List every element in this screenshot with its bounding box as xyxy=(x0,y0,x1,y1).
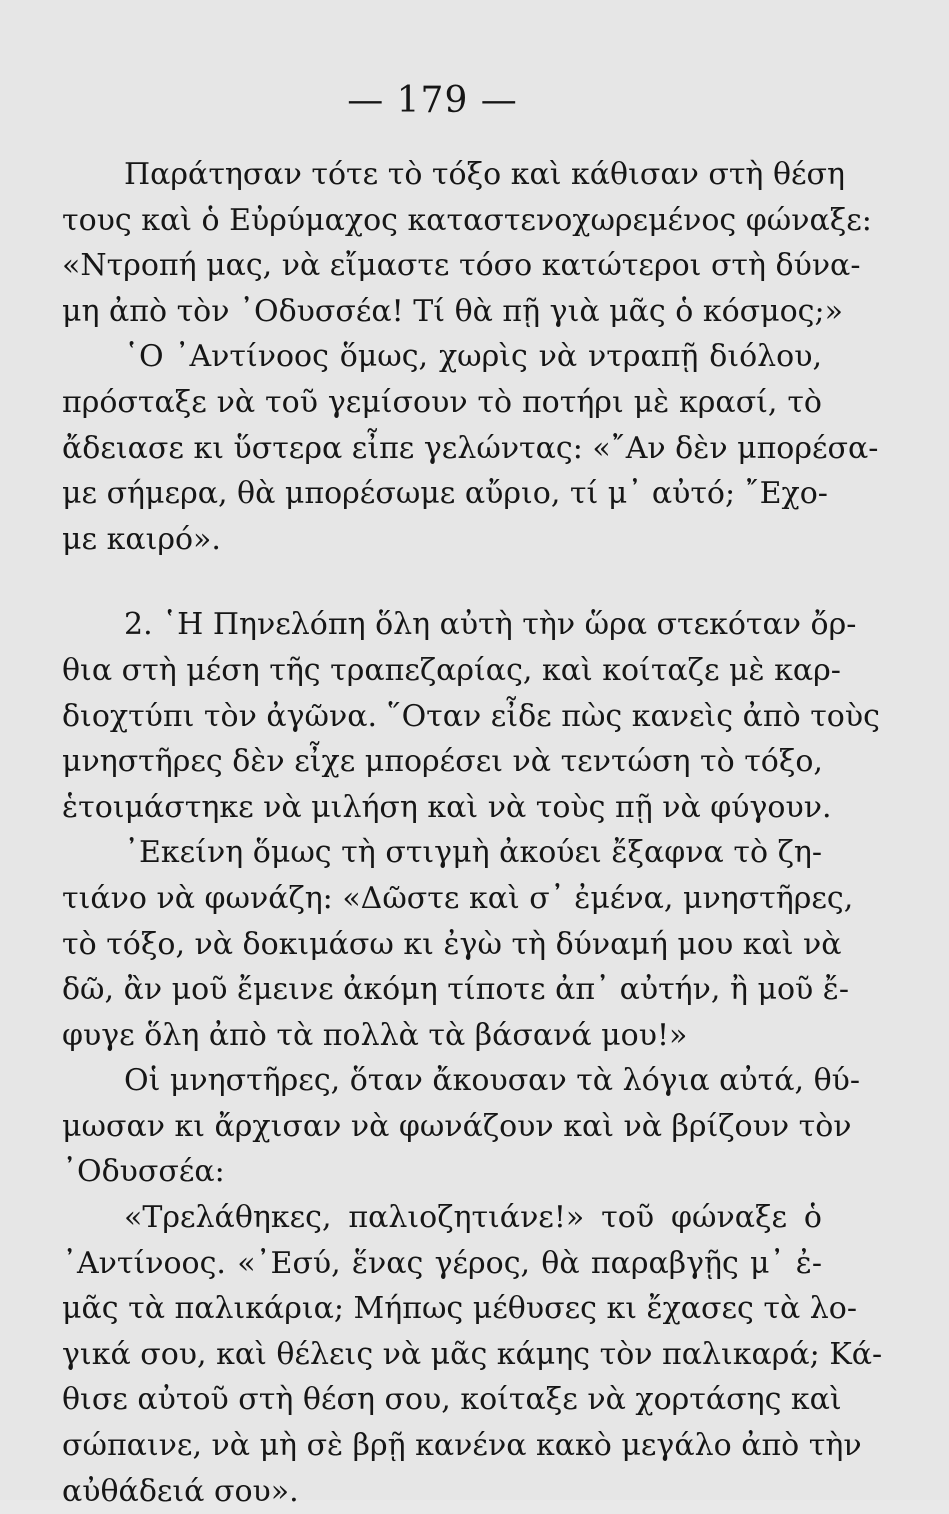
text-line: φυγε ὅλη ἀπὸ τὰ πολλὰ τὰ βάσανά μου!» xyxy=(62,1017,688,1053)
text-line: μωσαν κι ἄρχισαν νὰ φωνάζουν καὶ νὰ βρίζουν τὸν xyxy=(62,1108,852,1144)
text-line: τὸ τόξο, νὰ δοκιμάσω κι ἐγὼ τὴ δύναμή μου καὶ νὰ xyxy=(62,926,842,962)
text-line: «Ντροπή μας, νὰ εἴμαστε τόσο κατώτεροι στὴ δύνα- xyxy=(62,248,861,284)
paragraph-6 xyxy=(62,1195,883,1514)
text-line: δῶ, ἂν μοῦ ἔμεινε ἀκόμη τίποτε ἀπ᾿ αὐτήν, ἢ μοῦ ἔ- xyxy=(62,972,850,1008)
text-line: 2. ῾Η Πηνελόπη ὅλη αὐτὴ τὴν ὥρα στεκόταν ὄρ- xyxy=(124,607,857,643)
text-line: γικά σου, καὶ θέλεις νὰ μᾶς κάμης τὸν παλικαρά; Κά- xyxy=(62,1336,883,1372)
page-number: — 179 — xyxy=(347,80,518,121)
paragraph-4 xyxy=(62,830,854,1058)
text-line: μᾶς τὰ παλικάρια; Μήπως μέθυσες κι ἔχασες τὰ λο- xyxy=(62,1291,857,1327)
section-gap xyxy=(62,562,822,602)
paragraph-1 xyxy=(62,152,872,334)
body-text xyxy=(62,152,883,1514)
text-line: πρόσταξε νὰ τοῦ γεμίσουν τὸ ποτήρι μὲ κρασί, τὸ xyxy=(62,384,822,420)
text-line: ἑτοιμάστηκε νὰ μιλήση καὶ νὰ τοὺς πῇ νὰ φύγουν. xyxy=(62,789,832,825)
text-line: αὐθάδειά σου». xyxy=(62,1473,299,1509)
text-line: ῾Ο ᾿Αντίνοος ὅμως, χωρὶς νὰ ντραπῇ διόλου, xyxy=(124,339,822,375)
text-line: σώπαινε, νὰ μὴ σὲ βρῇ κανένα κακὸ μεγάλο ἀπὸ τὴν xyxy=(62,1428,862,1464)
text-line: ᾿Εκείνη ὅμως τὴ στιγμὴ ἀκούει ἔξαφνα τὸ ζη- xyxy=(124,835,822,871)
paragraph-3 xyxy=(62,602,880,830)
text-line: ἄδειασε κι ὕστερα εἶπε γελώντας: «῎Αν δὲν μπορέσα- xyxy=(62,430,879,466)
text-line: ᾿Αντίνοος. «᾿Εσύ, ἕνας γέρος, θὰ παραβγῇς μ᾿ ἐ- xyxy=(62,1245,822,1281)
text-line: θια στὴ μέση τῆς τραπεζαρίας, καὶ κοίταζε μὲ καρ- xyxy=(62,652,841,688)
text-line: τιάνο νὰ φωνάζη: «Δῶστε καὶ σ᾿ ἐμένα, μνηστῆρες, xyxy=(62,880,854,916)
text-line: με καιρό». xyxy=(62,521,221,557)
text-line: θισε αὐτοῦ στὴ θέση σου, κοίταξε νὰ χορτάσης καὶ xyxy=(62,1382,842,1418)
text-line: Οἱ μνηστῆρες, ὅταν ἄκουσαν τὰ λόγια αὐτά, θύ- xyxy=(124,1063,861,1099)
paragraph-2 xyxy=(62,334,879,562)
text-line: διοχτύπι τὸν ἀγῶνα. ῞Οταν εἶδε πὼς κανεὶς ἀπὸ τοὺς xyxy=(62,698,880,734)
text-line: μνηστῆρες δὲν εἶχε μπορέσει νὰ τεντώση τὸ τόξο, xyxy=(62,744,823,780)
text-line: «Τρελάθηκες, παλιοζητιάνε!» τοῦ φώναξε ὁ xyxy=(124,1200,822,1236)
text-line: με σήμερα, θὰ μπορέσωμε αὔριο, τί μ᾿ αὐτό; ῎Εχο- xyxy=(62,476,828,512)
text-line: μη ἀπὸ τὸν ᾿Οδυσσέα! Τί θὰ πῇ γιὰ μᾶς ὁ κόσμος;» xyxy=(62,293,843,329)
text-line: Παράτησαν τότε τὸ τόξο καὶ κάθισαν στὴ θέση xyxy=(124,157,845,192)
text-line: ᾿Οδυσσέα: xyxy=(62,1154,225,1190)
paragraph-5 xyxy=(62,1058,861,1195)
text-line: τους καὶ ὁ Εὐρύμαχος καταστενοχωρεμένος φώναξε: xyxy=(62,202,872,238)
